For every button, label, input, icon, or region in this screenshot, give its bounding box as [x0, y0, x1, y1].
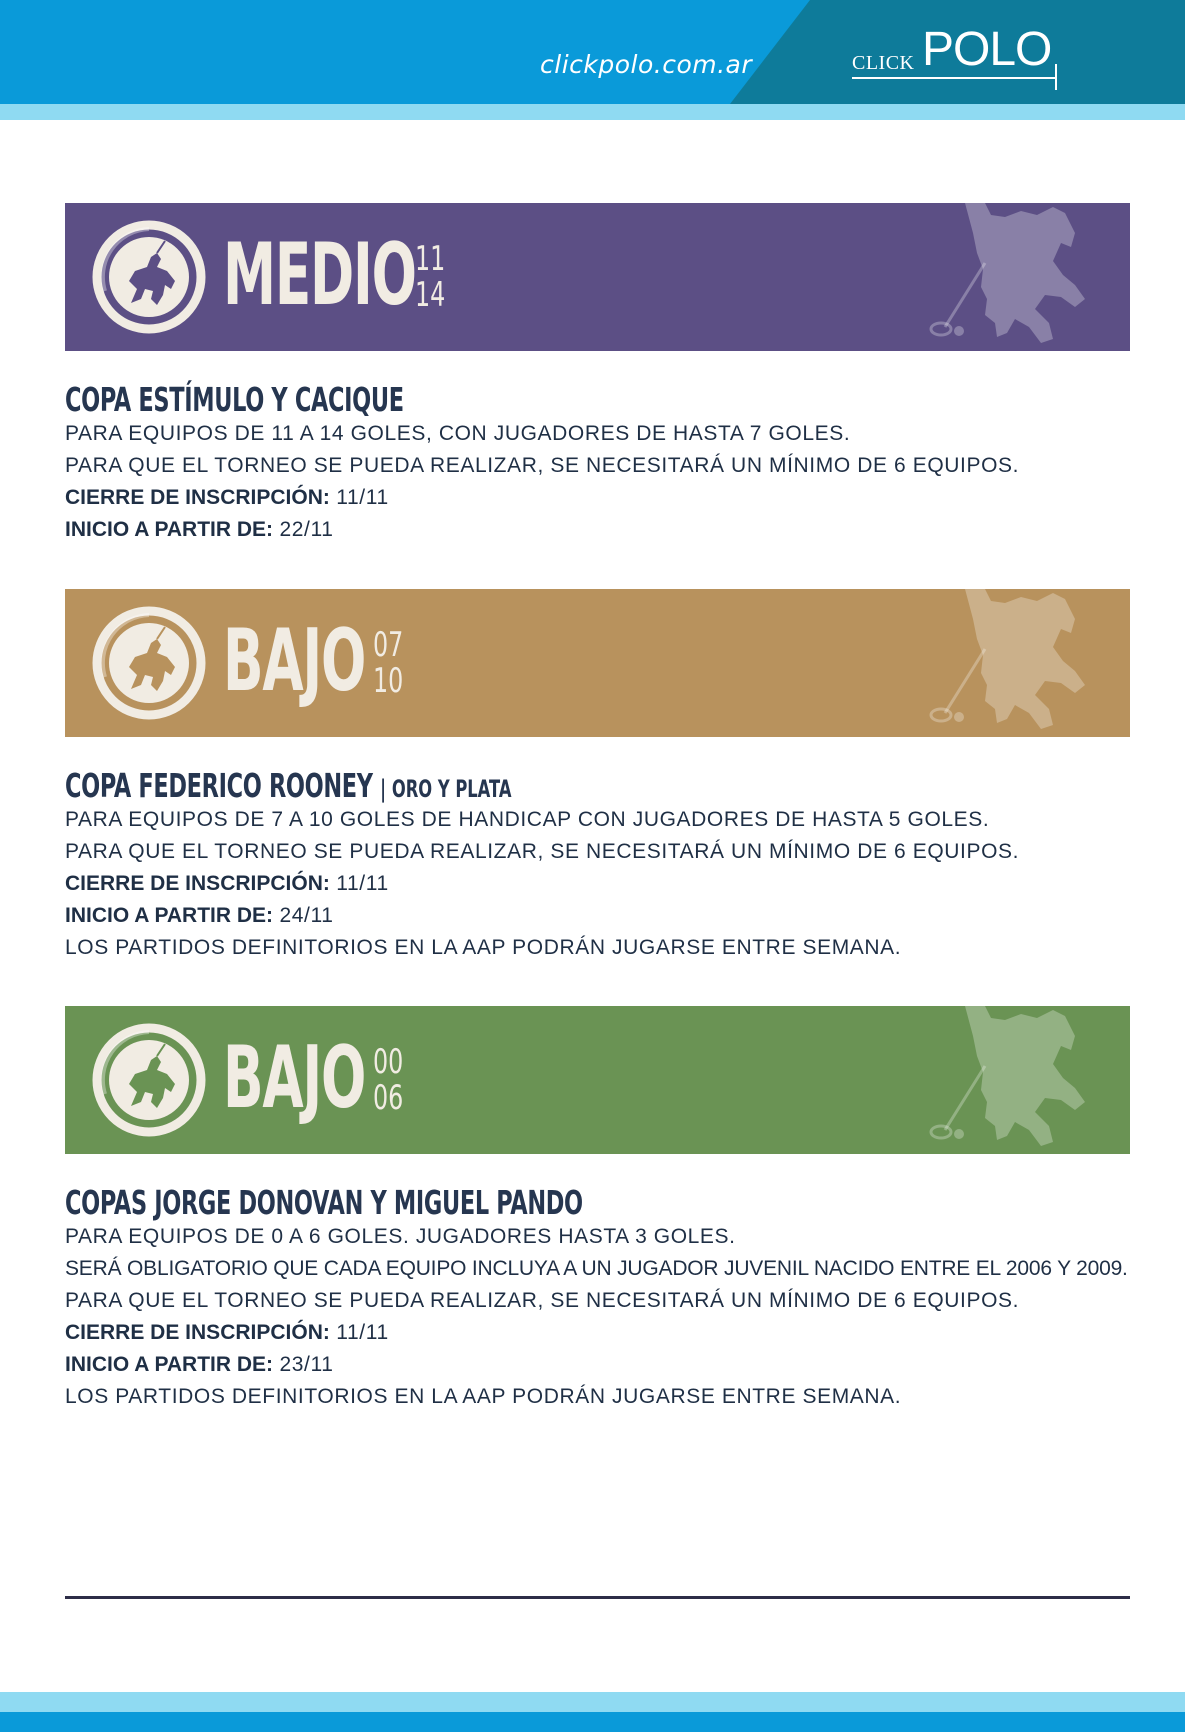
footer-bar	[0, 1712, 1185, 1732]
inicio-fecha	[65, 514, 1145, 546]
inicio-label: INICIO A PARTIR DE:	[65, 1353, 274, 1376]
logo-click-text: CLICK	[852, 52, 915, 74]
section-bajo-00-06	[65, 1183, 1145, 1413]
range-top: 11	[415, 239, 446, 279]
section-title	[65, 1183, 799, 1221]
logo-polo-text: POLO	[922, 23, 1052, 76]
cierre-value: 11/11	[329, 1321, 389, 1344]
polo-horse-icon	[925, 203, 1105, 351]
cierre-label: CIERRE DE INSCRIPCIÓN:	[65, 872, 330, 895]
range-bottom: 10	[373, 661, 404, 701]
inicio-label: INICIO A PARTIR DE:	[65, 904, 274, 927]
range-bottom: 06	[373, 1078, 404, 1118]
cierre-value: 11/11	[329, 872, 389, 895]
polo-horse-icon	[925, 589, 1105, 737]
description-line: PARA EQUIPOS DE 0 A 6 GOLES. JUGADORES HASTA 3 GOLES.	[65, 1225, 736, 1248]
logo-tick	[1055, 64, 1057, 90]
range-top: 07	[373, 625, 404, 665]
section-bajo-07-10	[65, 766, 1145, 964]
cierre-inscripcion	[65, 1317, 1145, 1349]
cierre-label: CIERRE DE INSCRIPCIÓN:	[65, 486, 330, 509]
logo-underline	[852, 77, 1057, 79]
site-url[interactable]: clickpolo.com.ar	[540, 50, 753, 79]
range-bottom: 14	[415, 275, 446, 315]
cierre-value: 11/11	[329, 486, 389, 509]
note-line: LOS PARTIDOS DEFINITORIOS EN LA AAP PODRÁN JUGARSE ENTRE SEMANA.	[65, 936, 902, 959]
inicio-value: 22/11	[273, 518, 334, 541]
polo-player-emblem-icon	[91, 605, 207, 721]
banner-bajo-07-10	[65, 589, 1130, 737]
footer-divider	[65, 1596, 1130, 1599]
polo-player-emblem-icon	[91, 1022, 207, 1138]
banner-range	[415, 239, 446, 315]
description-line: PARA QUE EL TORNEO SE PUEDA REALIZAR, SE NECESITARÁ UN MÍNIMO DE 6 EQUIPOS.	[65, 840, 1020, 863]
banner-range	[373, 1042, 404, 1118]
banner-medio	[65, 203, 1130, 351]
header-stripe	[0, 104, 1185, 120]
banner-title: MEDIO	[223, 225, 416, 325]
description-line: PARA EQUIPOS DE 11 A 14 GOLES, CON JUGADORES DE HASTA 7 GOLES.	[65, 422, 851, 445]
inicio-value: 24/11	[273, 904, 334, 927]
title-text: COPA FEDERICO ROONEY	[65, 766, 373, 805]
polo-horse-icon	[925, 1006, 1105, 1154]
polo-player-emblem-icon	[91, 219, 207, 335]
banner-bajo-00-06	[65, 1006, 1130, 1154]
title-text: COPA ESTÍMULO Y CACIQUE	[65, 380, 404, 419]
description-line: SERÁ OBLIGATORIO QUE CADA EQUIPO INCLUYA A UN JUGADOR JUVENIL NACIDO ENTRE EL 2006 Y 2009.	[65, 1257, 1128, 1280]
inicio-fecha	[65, 900, 1145, 932]
title-text: COPAS JORGE DONOVAN Y MIGUEL PANDO	[65, 1183, 583, 1222]
inicio-fecha	[65, 1349, 1145, 1381]
banner-title: BAJO	[223, 611, 366, 711]
footer-stripe	[0, 1692, 1185, 1712]
cierre-label: CIERRE DE INSCRIPCIÓN:	[65, 1321, 330, 1344]
cierre-inscripcion	[65, 868, 1145, 900]
title-subtitle: | ORO Y PLATA	[380, 775, 512, 803]
inicio-value: 23/11	[273, 1353, 334, 1376]
description-line: PARA QUE EL TORNEO SE PUEDA REALIZAR, SE NECESITARÁ UN MÍNIMO DE 6 EQUIPOS.	[65, 1289, 1020, 1312]
cierre-inscripcion	[65, 482, 1145, 514]
banner-range	[373, 625, 404, 701]
inicio-label: INICIO A PARTIR DE:	[65, 518, 274, 541]
section-medio	[65, 380, 1145, 546]
range-top: 00	[373, 1042, 404, 1082]
note-line: LOS PARTIDOS DEFINITORIOS EN LA AAP PODRÁN JUGARSE ENTRE SEMANA.	[65, 1385, 902, 1408]
section-title	[65, 766, 799, 804]
section-title	[65, 380, 799, 418]
banner-title: BAJO	[223, 1028, 366, 1128]
description-line: PARA QUE EL TORNEO SE PUEDA REALIZAR, SE NECESITARÁ UN MÍNIMO DE 6 EQUIPOS.	[65, 454, 1020, 477]
clickpolo-logo[interactable]	[852, 22, 1062, 92]
description-line: PARA EQUIPOS DE 7 A 10 GOLES DE HANDICAP CON JUGADORES DE HASTA 5 GOLES.	[65, 808, 990, 831]
